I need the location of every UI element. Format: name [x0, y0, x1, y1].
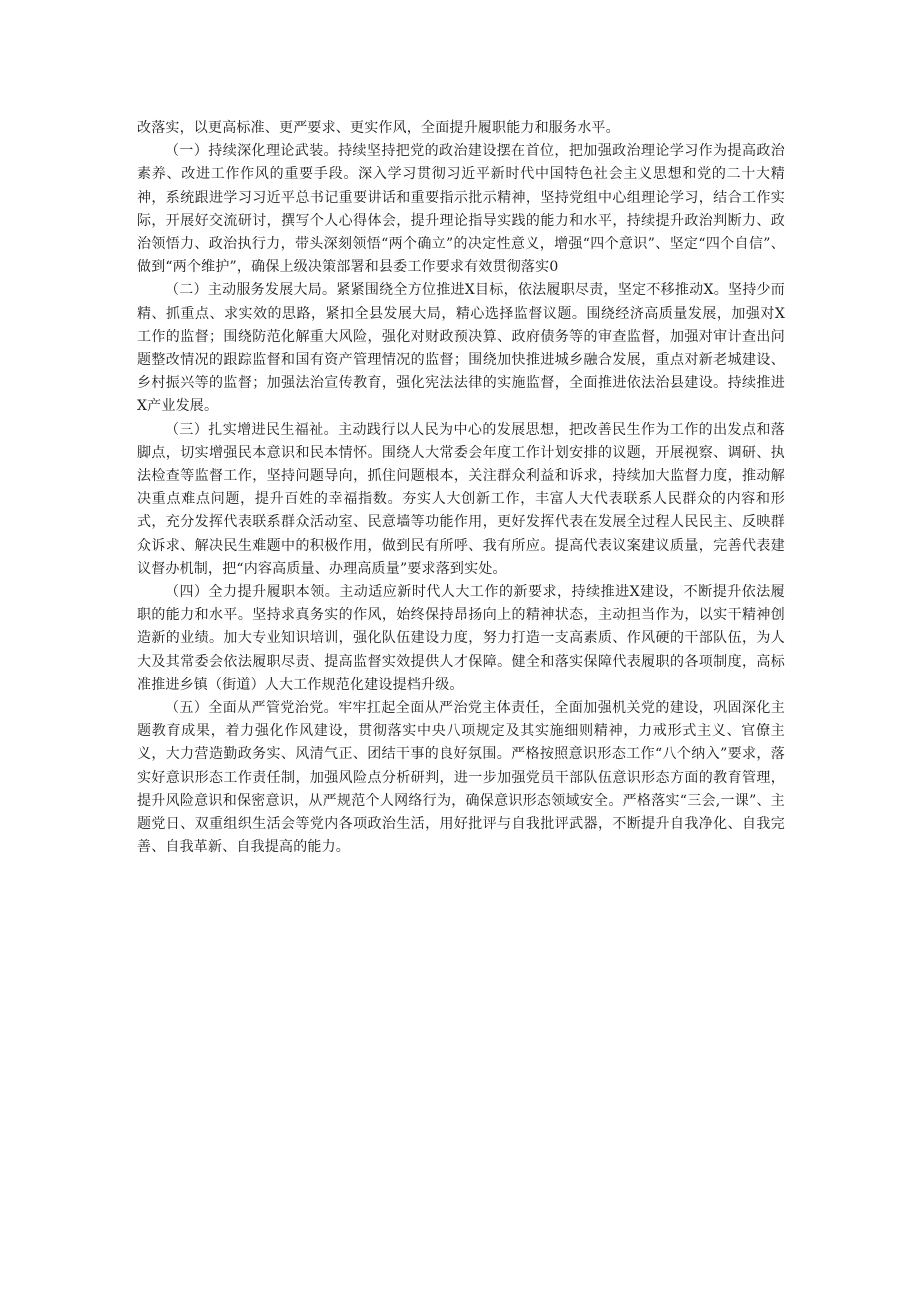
paragraph-continuation: 改落实，以更高标准、更严要求、更实作风，全面提升履职能力和服务水平。 [137, 120, 620, 136]
paragraph-serve-development: （二）主动服务发展大局。紧紧围绕全方位推进X目标，依法履职尽责，坚定不移推动X。坚持少而精、抓重点、求实效的思路，紧扣全县发展大局，精心选择监督议题。围绕经济高质量发展，加强对X工作的监督；围绕防范化解重大风险，强化对财政预决算、政府债务等的审查监督，加强对审计查出问题整改情况的跟踪监督和国有资产管理情况的监督；围绕加快推进城乡融合发展，重点对新老城建设、乡村振兴等的监督；加强法治宣传教育，强化宪法法律的实施监督，全面推进依法治县建设。持续推进X产业发展。 [137, 282, 785, 415]
document-body [137, 117, 785, 860]
paragraph-duty-capability: （四）全力提升履职本领。主动适应新时代人大工作的新要求，持续推进X建设，不断提升依法履职的能力和水平。坚持求真务实的作风，始终保持昂扬向上的精神状态，主动担当作为，以实干精神创造新的业绩。加大专业知识培训，强化队伍建设力度，努力打造一支高素质、作风硬的干部队伍，为人大及其常委会依法履职尽责、提高监督实效提供人才保障。健全和落实保障代表履职的各项制度，高标准推进乡镇（街道）人大工作规范化建设提档升级。 [137, 584, 785, 693]
paragraph-theory-study: （一）持续深化理论武装。持续坚持把党的政治建设摆在首位，把加强政治理论学习作为提高政治素养、改进工作作风的重要手段。深入学习贯彻习近平新时代中国特色社会主义思想和党的二十大精神，系统跟进学习习近平总书记重要讲话和重要指示批示精神，坚持党组中心组理论学习，结合工作实际，开展好交流研讨，撰写个人心得体会，提升理论指导实践的能力和水平，持续提升政治判断力、政治领悟力、政治执行力，带头深刻领悟“两个确立”的决定性意义，增强“四个意识”、坚定“四个自信”、做到“两个维护”，确保上级决策部署和县委工作要求有效贯彻落实0 [137, 143, 785, 276]
paragraph-party-governance: （五）全面从严管党治党。牢牢扛起全面从严治党主体责任，全面加强机关党的建设，巩固深化主题教育成果，着力强化作风建设，贯彻落实中央八项规定及其实施细则精神，力戒形式主义、官僚主义，大力营造勤政务实、风清气正、团结干事的良好氛围。严格按照意识形态工作“八个纳入”要求，落实好意识形态工作责任制，加强风险点分析研判，进一步加强党员干部队伍意识形态方面的教育管理，提升风险意识和保密意识，从严规范个人网络行为，确保意识形态领域安全。严格落实“三会,一课”、主题党日、双重组织生活会等党内各项政治生活，用好批评与自我批评武器，不断提升自我净化、自我完善、自我革新、自我提高的能力。 [137, 700, 785, 856]
paragraph-livelihood: （三）扎实增进民生福祉。主动践行以人民为中心的发展思想，把改善民生作为工作的出发点和落脚点，切实增强民本意识和民本情怀。围绕人大常委会年度工作计划安排的议题，开展视察、调研、执法检查等监督工作，坚持问题导向，抓住问题根本，关注群众利益和诉求，持续加大监督力度，推动解决重点难点问题，提升百姓的幸福指数。夯实人大创新工作，丰富人大代表联系人民群众的内容和形式，充分发挥代表联系群众活动室、民意墙等功能作用，更好发挥代表在发展全过程人民民主、反映群众诉求、解决民生难题中的积极作用，做到民有所呼、我有所应。提高代表议案建议质量，完善代表建议督办机制，把“内容高质量、办理高质量”要求落到实处。 [137, 421, 785, 577]
